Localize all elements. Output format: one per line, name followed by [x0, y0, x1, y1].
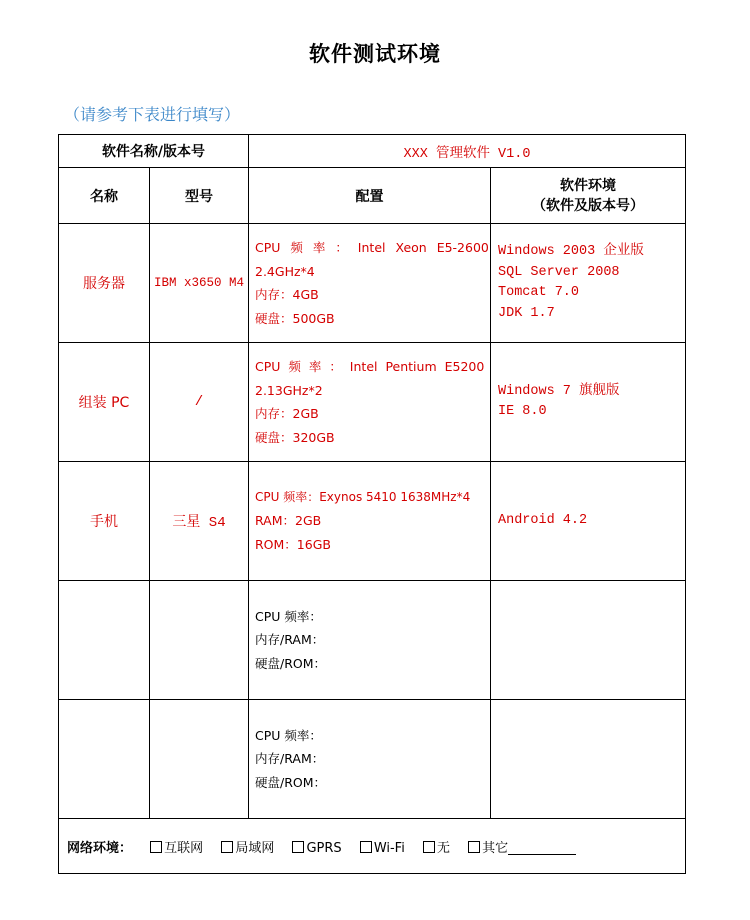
checkbox-icon[interactable]	[221, 841, 233, 853]
option-label: GPRS	[306, 840, 342, 856]
table-row	[59, 700, 686, 819]
device-name-cell[interactable]: 组装 PC	[59, 343, 150, 462]
config-line: RAM：2GB	[255, 513, 322, 529]
option-label: 无	[436, 840, 450, 856]
table-row	[59, 224, 686, 343]
device-model-cell[interactable]	[150, 700, 249, 819]
software-line: SQL Server 2008	[498, 264, 620, 280]
header-software-env-line1: 软件环境	[560, 177, 616, 194]
config-line: 硬盘/ROM：	[255, 655, 327, 671]
device-model-cell[interactable]: IBM x3650 M4	[150, 224, 249, 343]
config-cell[interactable]	[249, 581, 491, 700]
config-line: 内存/RAM：	[255, 632, 325, 648]
page-title: 软件测试环境	[309, 42, 441, 66]
config-line: 2.4GHz*4	[255, 263, 315, 279]
config-line: 硬盘：320GB	[255, 429, 335, 445]
software-name-value[interactable]: XXX 管理软件 V1.0	[249, 135, 686, 168]
software-env-cell[interactable]	[491, 224, 686, 343]
checkbox-icon[interactable]	[292, 841, 304, 853]
network-label: 网络环境：	[67, 840, 133, 856]
config-line: ROM：16GB	[255, 536, 331, 552]
checkbox-icon[interactable]	[150, 841, 162, 853]
software-name-label: 软件名称/版本号	[59, 135, 249, 168]
device-name-cell[interactable]	[59, 581, 150, 700]
software-env-cell[interactable]	[491, 343, 686, 462]
network-option-none[interactable]	[423, 841, 450, 856]
option-label: 互联网	[164, 840, 204, 856]
checkbox-icon[interactable]	[468, 841, 480, 853]
config-cell[interactable]	[249, 462, 491, 581]
network-cell	[59, 819, 686, 874]
network-option-wifi[interactable]	[360, 841, 405, 856]
device-model-cell[interactable]: 三星 S4	[150, 462, 249, 581]
software-env-cell[interactable]	[491, 462, 686, 581]
checkbox-icon[interactable]	[360, 841, 372, 853]
config-line: CPU 频 率 ： Intel Pentium E5200	[255, 359, 485, 374]
table-row	[59, 581, 686, 700]
config-line: 内存/RAM：	[255, 751, 325, 767]
device-name-cell[interactable]	[59, 700, 150, 819]
table-row	[59, 343, 686, 462]
software-env-cell[interactable]	[491, 581, 686, 700]
option-label: 其它	[482, 840, 509, 856]
config-line: CPU 频率：	[255, 727, 322, 743]
header-row	[59, 168, 686, 224]
software-line: IE 8.0	[498, 404, 547, 419]
config-cell[interactable]	[249, 224, 491, 343]
config-line: 内存：2GB	[255, 406, 319, 421]
config-line: 2.13GHz*2	[255, 382, 323, 398]
header-config: 配置	[249, 168, 491, 224]
option-label: 局域网	[235, 840, 275, 856]
config-cell[interactable]	[249, 343, 491, 462]
header-software-env	[491, 168, 686, 224]
config-line: 硬盘/ROM：	[255, 774, 327, 790]
config-line: CPU 频率：	[255, 608, 322, 624]
environment-table	[58, 134, 686, 874]
config-line: 硬盘：500GB	[255, 310, 335, 326]
config-line: 内存：4GB	[255, 287, 319, 302]
network-option-other[interactable]	[468, 841, 576, 856]
software-line: JDK 1.7	[498, 305, 555, 321]
software-line: Windows 7 旗舰版	[498, 383, 620, 399]
device-name-cell[interactable]: 手机	[59, 462, 150, 581]
network-option-gprs[interactable]	[292, 841, 341, 856]
network-option-lan[interactable]	[221, 841, 274, 856]
software-line: Android 4.2	[498, 512, 588, 528]
device-name-cell[interactable]: 服务器	[59, 224, 150, 343]
network-row	[59, 819, 686, 874]
device-model-cell[interactable]	[150, 581, 249, 700]
fill-hint: （请参考下表进行填写）	[64, 105, 241, 124]
header-software-env-line2: （软件及版本号）	[532, 197, 644, 214]
software-line: Windows 2003 企业版	[498, 244, 644, 259]
header-name: 名称	[59, 168, 150, 224]
other-blank-field[interactable]	[508, 840, 576, 855]
header-model: 型号	[150, 168, 249, 224]
config-cell[interactable]	[249, 700, 491, 819]
option-label: Wi-Fi	[373, 840, 405, 856]
checkbox-icon[interactable]	[423, 841, 435, 853]
config-line: CPU 频 率 ： Intel Xeon E5-2600	[255, 240, 489, 255]
table-row	[59, 462, 686, 581]
software-env-cell[interactable]	[491, 700, 686, 819]
network-option-internet[interactable]	[150, 841, 203, 856]
device-model-cell[interactable]: /	[150, 343, 249, 462]
config-line: CPU 频率：Exynos 5410 1638MHz*4	[255, 489, 471, 504]
software-line: Tomcat 7.0	[498, 285, 580, 300]
software-name-row	[59, 135, 686, 168]
